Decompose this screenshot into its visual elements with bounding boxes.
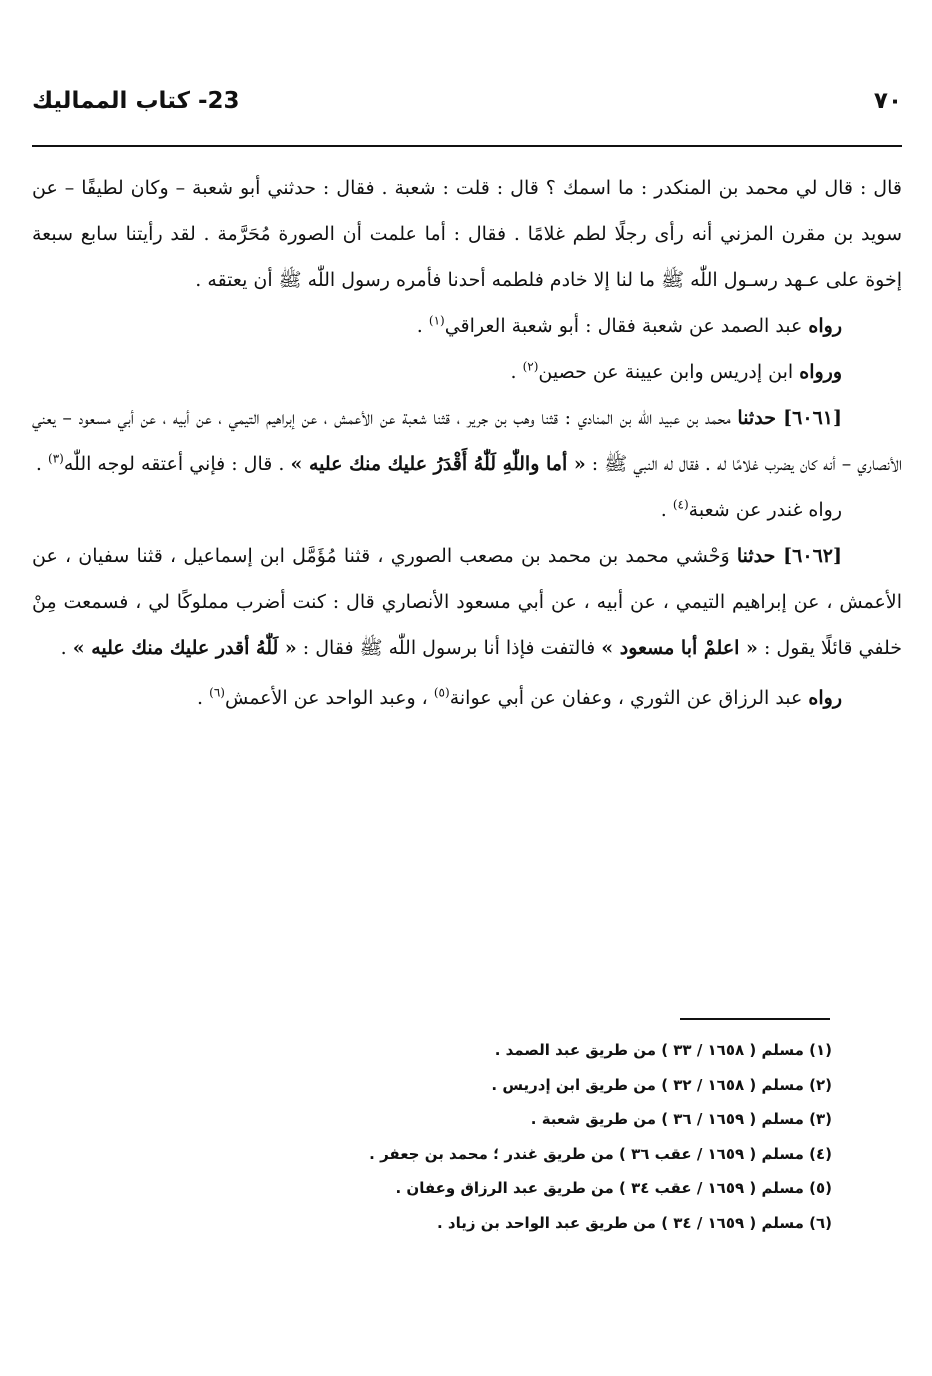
footnote-ref-5[interactable]: (٥)	[433, 685, 450, 700]
paragraph-2-lead: رواه	[808, 315, 842, 337]
paragraph-2-end: .	[416, 315, 429, 337]
paragraph-5-end: .	[660, 499, 673, 521]
hadith-6061-end: .	[35, 453, 49, 475]
footnote-4: (٤) مسلم ( ١٦٥٩ / عقب ٣٦ ) من طريق غندر ؛ محمد بن جعفر .	[369, 1144, 832, 1163]
paragraph-3	[32, 349, 902, 395]
hadith-6062-text: وَحْشي محمد بن محمد بن مصعب الصوري ، قثنا مُؤَمَّل ابن إسماعيل ، قثنا سفيان ، عن الأعمش ، عن إبراهيم التيمي ، عن أبيه ، عن أبي مسعود الأنصاري قال : كنت أضرب مملوكًا لي ، فسمعت مِنْ خلفي قائلًا يقول :	[32, 545, 902, 659]
paragraph-2-text: عبد الصمد عن شعبة فقال : أبو شعبة العراقي	[444, 315, 809, 337]
paragraph-7	[32, 675, 902, 721]
footnote-ref-2[interactable]: (٢)	[522, 359, 539, 374]
hadith-6062-quote-2: « لَلّٰهُ أقدر عليك منك عليه »	[72, 637, 297, 659]
hadith-6062	[32, 533, 902, 671]
hadith-6062-end: .	[60, 637, 73, 659]
footnotes	[200, 1033, 832, 1240]
paragraph-7-end: .	[197, 687, 210, 709]
hadith-6061-quote: « أما واللّٰهِ لَلّٰهُ أَقْدَرُ عليك منك عليه »	[290, 453, 586, 475]
hadith-6061-tail: . قال : فإني أعتقه لوجه اللّٰه	[63, 453, 291, 475]
paragraph-3-lead: ورواه	[799, 361, 842, 383]
footnote-ref-1[interactable]: (١)	[428, 313, 445, 328]
hadith-6062-mid: فالتفت فإذا أنا برسول اللّٰه ﷺ فقال :	[296, 637, 602, 659]
chapter-title: 23- كتاب المماليك	[32, 88, 240, 114]
page-header	[32, 88, 902, 128]
footnote-5: (٥) مسلم ( ١٦٥٩ / عقب ٣٤ ) من طريق عبد الرزاق وعفان .	[395, 1179, 832, 1197]
footnote-6: (٦) مسلم ( ١٦٥٩ / ٣٤ ) من طريق عبد الواحد بن زياد .	[436, 1213, 832, 1232]
paragraph-5-text: رواه غندر عن شعبة	[688, 499, 842, 521]
hadith-6062-lead: حدثنا	[736, 545, 784, 567]
paragraph-3-text: ابن إدريس وابن عيينة عن حصين	[538, 361, 800, 383]
hadith-6062-quote-1: « اعلمْ أبا مسعود »	[601, 637, 758, 659]
paragraph-7-text-2: ، وعبد الواحد عن الأعمش	[224, 687, 434, 709]
header-divider	[32, 145, 902, 147]
footnote-divider	[680, 1018, 830, 1020]
footnote-ref-4[interactable]: (٤)	[672, 497, 689, 512]
paragraph-7-lead: رواه	[808, 687, 842, 709]
hadith-6061-number: [٦٠٦١]	[783, 407, 842, 429]
paragraph-1: قال : قال لي محمد بن المنكدر : ما اسمك ؟ قال : قلت : شعبة . فقال : حدثني أبو شعبة – وكان لطيفًا – عن سويد بن مقرن المزني أنه رأى رجلًا لطم غلامًا . فقال : أما علمت أن الصورة مُحَرَّمة . لقد رأيتنا سابع سبعة إخوة على عـهد رسـول اللّٰه ﷺ ما لنا إلا خادم فلطمه أحدنا فأمره رسول اللّٰه ﷺ أن يعتقه .	[32, 177, 902, 291]
main-text	[32, 165, 902, 721]
hadith-6062-number: [٦٠٦٢]	[783, 545, 842, 567]
footnote-2: (٢) مسلم ( ١٦٥٨ / ٣٢ ) من طريق ابن إدريس .	[491, 1075, 832, 1094]
hadith-6061	[32, 395, 902, 487]
footnote-1: (١) مسلم ( ١٦٥٨ / ٣٣ ) من طريق عبد الصمد .	[494, 1041, 832, 1059]
paragraph-7-text-1: عبد الرزاق عن الثوري ، وعفان عن أبي عوانة	[449, 687, 809, 709]
hadith-6061-text: محمد بن عبيد اللّٰه بن المنادي : قثنا وهب بن جرير ، قثنا شعبة عن الأعمش ، عن إبراهيم التيمي ، عن أبيه ، عن أبي مسعود – يعني الأنصاري – أنه كان يضرب غلامًا له . فقال له النبي ﷺ :	[32, 407, 902, 475]
page-number: ٧٠	[873, 88, 902, 114]
paragraph-5	[32, 487, 902, 533]
hadith-6061-lead: حدثنا	[737, 407, 784, 429]
footnote-3: (٣) مسلم ( ١٦٥٩ / ٣٦ ) من طريق شعبة .	[530, 1110, 832, 1128]
paragraph-3-end: .	[510, 361, 523, 383]
footnote-ref-3[interactable]: (٣)	[48, 451, 64, 466]
paragraph-2	[32, 303, 902, 349]
footnote-ref-6[interactable]: (٦)	[209, 685, 225, 700]
